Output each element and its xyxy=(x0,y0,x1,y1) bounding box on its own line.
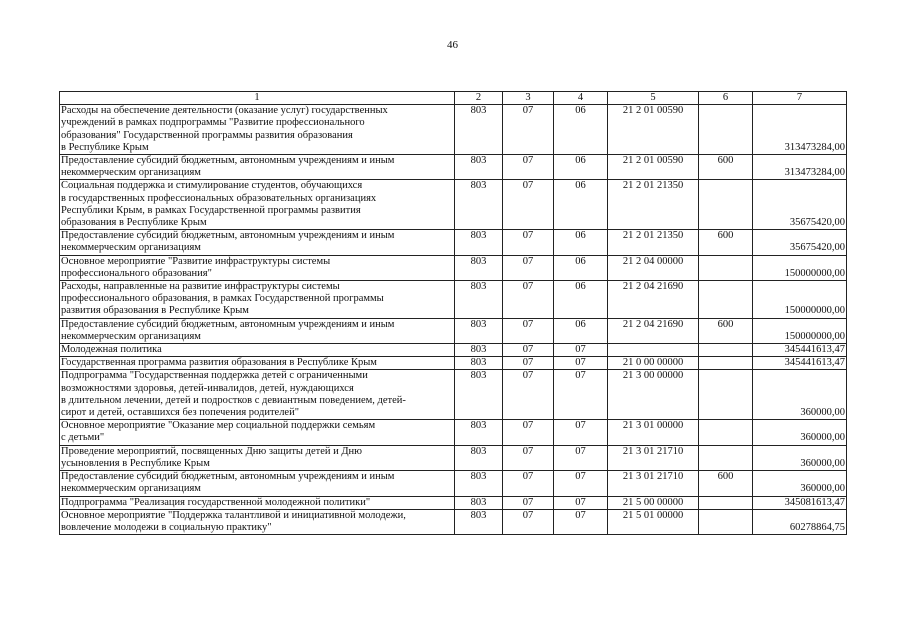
amount-cell: 345441613,47 xyxy=(753,344,847,357)
section-code-cell: 07 xyxy=(503,420,554,445)
table-row xyxy=(60,509,847,534)
amount-cell: 35675420,00 xyxy=(753,180,847,230)
ministry-code-cell: 803 xyxy=(455,445,503,470)
section-code-cell: 07 xyxy=(503,471,554,496)
amount-cell: 35675420,00 xyxy=(753,230,847,255)
table-row xyxy=(60,180,847,230)
table-row xyxy=(60,255,847,280)
ministry-code-cell: 803 xyxy=(455,344,503,357)
amount-cell: 60278864,75 xyxy=(753,509,847,534)
subsection-code-cell: 06 xyxy=(554,230,608,255)
table-row xyxy=(60,155,847,180)
table-row xyxy=(60,370,847,420)
row-name-cell: Основное мероприятие "Поддержка талантливой и инициативной молодежи, вовлечение молодежи в социальную практику" xyxy=(60,509,455,534)
subsection-code-cell: 07 xyxy=(554,357,608,370)
subsection-code-cell: 07 xyxy=(554,445,608,470)
column-header: 4 xyxy=(554,92,608,105)
ministry-code-cell: 803 xyxy=(455,318,503,343)
section-code-cell: 07 xyxy=(503,445,554,470)
column-header: 3 xyxy=(503,92,554,105)
subsection-code-cell: 07 xyxy=(554,509,608,534)
column-header: 2 xyxy=(455,92,503,105)
amount-cell: 150000000,00 xyxy=(753,318,847,343)
subsection-code-cell: 07 xyxy=(554,420,608,445)
table-row xyxy=(60,357,847,370)
column-header: 6 xyxy=(699,92,753,105)
expense-type-cell xyxy=(699,420,753,445)
section-code-cell: 07 xyxy=(503,344,554,357)
row-name-cell: Предоставление субсидий бюджетным, автономным учреждениям и иным некоммерческим организациям xyxy=(60,318,455,343)
expense-type-cell xyxy=(699,255,753,280)
table-row xyxy=(60,105,847,155)
ministry-code-cell: 803 xyxy=(455,180,503,230)
target-article-cell: 21 0 00 00000 xyxy=(608,357,699,370)
section-code-cell: 07 xyxy=(503,357,554,370)
expense-type-cell xyxy=(699,281,753,319)
row-name-cell: Государственная программа развития образования в Республике Крым xyxy=(60,357,455,370)
expense-type-cell xyxy=(699,509,753,534)
expense-type-cell xyxy=(699,105,753,155)
table-header-row xyxy=(60,92,847,105)
amount-cell: 345441613,47 xyxy=(753,357,847,370)
subsection-code-cell: 07 xyxy=(554,496,608,509)
expense-type-cell xyxy=(699,445,753,470)
subsection-code-cell: 06 xyxy=(554,255,608,280)
section-code-cell: 07 xyxy=(503,155,554,180)
ministry-code-cell: 803 xyxy=(455,496,503,509)
table-row xyxy=(60,230,847,255)
row-name-cell: Расходы, направленные на развитие инфраструктуры системы профессионального образования, в рамках Государственной программы развития образования в Республике Крым xyxy=(60,281,455,319)
row-name-cell: Предоставление субсидий бюджетным, автономным учреждениям и иным некоммерческим организациям xyxy=(60,155,455,180)
budget-table xyxy=(59,91,847,535)
ministry-code-cell: 803 xyxy=(455,155,503,180)
target-article-cell xyxy=(608,344,699,357)
subsection-code-cell: 06 xyxy=(554,180,608,230)
row-name-cell: Расходы на обеспечение деятельности (оказание услуг) государственных учреждений в рамках подпрограммы "Развитие профессионального образования" Государственной программы развития образования в Республике Крым xyxy=(60,105,455,155)
target-article-cell: 21 3 01 21710 xyxy=(608,445,699,470)
subsection-code-cell: 06 xyxy=(554,318,608,343)
table-row xyxy=(60,344,847,357)
expense-type-cell: 600 xyxy=(699,471,753,496)
ministry-code-cell: 803 xyxy=(455,509,503,534)
ministry-code-cell: 803 xyxy=(455,281,503,319)
row-name-cell: Подпрограмма "Государственная поддержка детей с ограниченными возможностями здоровья, детей-инвалидов, детей, нуждающихся в длительном лечении, детей и подростков с девиантным поведением, детей- сирот и детей, оставшихся без попечения родителей" xyxy=(60,370,455,420)
subsection-code-cell: 07 xyxy=(554,471,608,496)
row-name-cell: Основное мероприятие "Оказание мер социальной поддержки семьям с детьми" xyxy=(60,420,455,445)
target-article-cell: 21 3 01 21710 xyxy=(608,471,699,496)
row-name-cell: Основное мероприятие "Развитие инфраструктуры системы профессионального образования" xyxy=(60,255,455,280)
subsection-code-cell: 07 xyxy=(554,370,608,420)
subsection-code-cell: 06 xyxy=(554,281,608,319)
subsection-code-cell: 06 xyxy=(554,105,608,155)
amount-cell: 360000,00 xyxy=(753,471,847,496)
ministry-code-cell: 803 xyxy=(455,420,503,445)
subsection-code-cell: 06 xyxy=(554,155,608,180)
table-row xyxy=(60,281,847,319)
ministry-code-cell: 803 xyxy=(455,230,503,255)
target-article-cell: 21 5 00 00000 xyxy=(608,496,699,509)
target-article-cell: 21 3 01 00000 xyxy=(608,420,699,445)
row-name-cell: Предоставление субсидий бюджетным, автономным учреждениям и иным некоммерческим организациям xyxy=(60,471,455,496)
column-header: 1 xyxy=(60,92,455,105)
target-article-cell: 21 5 01 00000 xyxy=(608,509,699,534)
amount-cell: 360000,00 xyxy=(753,370,847,420)
target-article-cell: 21 2 01 00590 xyxy=(608,105,699,155)
table-row xyxy=(60,496,847,509)
amount-cell: 360000,00 xyxy=(753,445,847,470)
section-code-cell: 07 xyxy=(503,509,554,534)
target-article-cell: 21 2 01 21350 xyxy=(608,180,699,230)
table-row xyxy=(60,318,847,343)
expense-type-cell xyxy=(699,370,753,420)
section-code-cell: 07 xyxy=(503,281,554,319)
target-article-cell: 21 2 04 21690 xyxy=(608,318,699,343)
table-row xyxy=(60,471,847,496)
amount-cell: 150000000,00 xyxy=(753,255,847,280)
column-header: 7 xyxy=(753,92,847,105)
ministry-code-cell: 803 xyxy=(455,105,503,155)
ministry-code-cell: 803 xyxy=(455,471,503,496)
expense-type-cell xyxy=(699,180,753,230)
target-article-cell: 21 2 01 21350 xyxy=(608,230,699,255)
section-code-cell: 07 xyxy=(503,370,554,420)
row-name-cell: Предоставление субсидий бюджетным, автономным учреждениям и иным некоммерческим организациям xyxy=(60,230,455,255)
ministry-code-cell: 803 xyxy=(455,370,503,420)
target-article-cell: 21 2 01 00590 xyxy=(608,155,699,180)
subsection-code-cell: 07 xyxy=(554,344,608,357)
row-name-cell: Подпрограмма "Реализация государственной молодежной политики" xyxy=(60,496,455,509)
table-row xyxy=(60,420,847,445)
expense-type-cell xyxy=(699,357,753,370)
section-code-cell: 07 xyxy=(503,496,554,509)
row-name-cell: Социальная поддержка и стимулирование студентов, обучающихся в государственных профессиональных образовательных организациях Республики Крым, в рамках Государственной программы развития образования в Республике Крым xyxy=(60,180,455,230)
column-header: 5 xyxy=(608,92,699,105)
expense-type-cell xyxy=(699,496,753,509)
section-code-cell: 07 xyxy=(503,318,554,343)
table-row xyxy=(60,445,847,470)
target-article-cell: 21 3 00 00000 xyxy=(608,370,699,420)
expense-type-cell: 600 xyxy=(699,318,753,343)
page-number: 46 xyxy=(447,39,458,51)
amount-cell: 360000,00 xyxy=(753,420,847,445)
row-name-cell: Молодежная политика xyxy=(60,344,455,357)
ministry-code-cell: 803 xyxy=(455,255,503,280)
ministry-code-cell: 803 xyxy=(455,357,503,370)
section-code-cell: 07 xyxy=(503,230,554,255)
expense-type-cell: 600 xyxy=(699,230,753,255)
target-article-cell: 21 2 04 00000 xyxy=(608,255,699,280)
row-name-cell: Проведение мероприятий, посвященных Дню защиты детей и Дню усыновления в Республике Крым xyxy=(60,445,455,470)
amount-cell: 313473284,00 xyxy=(753,105,847,155)
amount-cell: 345081613,47 xyxy=(753,496,847,509)
section-code-cell: 07 xyxy=(503,180,554,230)
amount-cell: 313473284,00 xyxy=(753,155,847,180)
expense-type-cell xyxy=(699,344,753,357)
expense-type-cell: 600 xyxy=(699,155,753,180)
amount-cell: 150000000,00 xyxy=(753,281,847,319)
target-article-cell: 21 2 04 21690 xyxy=(608,281,699,319)
section-code-cell: 07 xyxy=(503,255,554,280)
section-code-cell: 07 xyxy=(503,105,554,155)
